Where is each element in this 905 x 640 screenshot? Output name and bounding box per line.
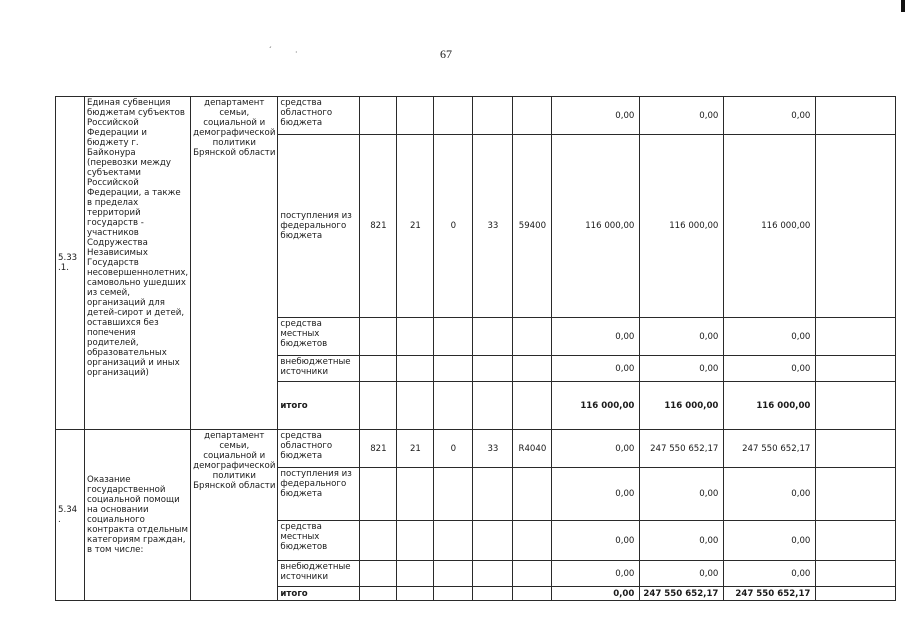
code-cell (513, 561, 552, 587)
code-cell: 59400 (513, 135, 552, 318)
value-cell: 0,00 (724, 356, 816, 382)
empty-cell (816, 135, 896, 318)
value-cell: 0,00 (552, 430, 640, 468)
code-cell (434, 382, 473, 430)
code-cell: 0 (434, 135, 473, 318)
value-cell: 0,00 (552, 97, 640, 135)
code-cell (397, 318, 434, 356)
code-cell (434, 561, 473, 587)
code-cell (513, 468, 552, 521)
row-executor: департамент семьи, социальной и демографической политики Брянской области (191, 97, 278, 430)
code-cell (473, 561, 513, 587)
code-cell: 21 (397, 430, 434, 468)
value-cell: 0,00 (640, 318, 724, 356)
scan-speck: ˊ (268, 46, 272, 55)
value-cell: 116 000,00 (640, 382, 724, 430)
code-cell (434, 587, 473, 601)
empty-cell (816, 468, 896, 521)
code-cell: 33 (473, 135, 513, 318)
source-label: внебюджетные источники (278, 356, 360, 382)
code-cell (513, 318, 552, 356)
value-cell: 0,00 (640, 561, 724, 587)
page-number: 67 (440, 47, 452, 61)
source-label: средства местных бюджетов (278, 521, 360, 561)
source-label: внебюджетные источники (278, 561, 360, 587)
value-cell: 0,00 (724, 318, 816, 356)
code-cell (360, 587, 397, 601)
empty-cell (816, 356, 896, 382)
code-cell (434, 468, 473, 521)
row-name: Оказание государственной социальной помощи на основании социального контракта отдельным категориям граждан, в том числе: (85, 430, 191, 601)
value-cell: 116 000,00 (724, 135, 816, 318)
code-cell (360, 97, 397, 135)
source-label: поступления из федерального бюджета (278, 135, 360, 318)
value-cell: 116 000,00 (640, 135, 724, 318)
value-cell: 116 000,00 (552, 382, 640, 430)
source-label: итого (278, 587, 360, 601)
row-index: 5.34 . (56, 430, 85, 601)
value-cell: 247 550 652,17 (724, 587, 816, 601)
code-cell: 21 (397, 135, 434, 318)
scan-speck: · (295, 48, 298, 57)
budget-table (55, 96, 896, 601)
empty-cell (816, 561, 896, 587)
empty-cell (816, 97, 896, 135)
code-cell: R4040 (513, 430, 552, 468)
value-cell: 116 000,00 (552, 135, 640, 318)
value-cell: 0,00 (552, 521, 640, 561)
source-label: итого (278, 382, 360, 430)
source-label: средства областного бюджета (278, 430, 360, 468)
value-cell: 0,00 (640, 468, 724, 521)
source-label: средства областного бюджета (278, 97, 360, 135)
value-cell: 247 550 652,17 (724, 430, 816, 468)
code-cell: 0 (434, 430, 473, 468)
code-cell (473, 382, 513, 430)
code-cell (360, 356, 397, 382)
code-cell (397, 521, 434, 561)
code-cell (360, 561, 397, 587)
empty-cell (816, 382, 896, 430)
code-cell (513, 587, 552, 601)
code-cell: 821 (360, 135, 397, 318)
value-cell: 0,00 (552, 318, 640, 356)
code-cell (360, 521, 397, 561)
value-cell: 0,00 (724, 521, 816, 561)
code-cell: 821 (360, 430, 397, 468)
table-row (56, 97, 896, 135)
row-index: 5.33 .1. (56, 97, 85, 430)
value-cell: 0,00 (552, 561, 640, 587)
code-cell (434, 356, 473, 382)
code-cell (473, 97, 513, 135)
empty-cell (816, 318, 896, 356)
value-cell: 0,00 (724, 561, 816, 587)
code-cell (397, 561, 434, 587)
source-label: поступления из федерального бюджета (278, 468, 360, 521)
table-row (56, 430, 896, 468)
code-cell (397, 356, 434, 382)
value-cell: 0,00 (552, 356, 640, 382)
code-cell (360, 318, 397, 356)
code-cell (360, 382, 397, 430)
value-cell: 0,00 (552, 468, 640, 521)
scan-edge-mark (901, 0, 905, 12)
code-cell (473, 468, 513, 521)
value-cell: 0,00 (640, 521, 724, 561)
code-cell (513, 356, 552, 382)
value-cell: 0,00 (724, 97, 816, 135)
empty-cell (816, 430, 896, 468)
code-cell (434, 97, 473, 135)
code-cell (513, 382, 552, 430)
code-cell (397, 468, 434, 521)
value-cell: 247 550 652,17 (640, 587, 724, 601)
code-cell (397, 97, 434, 135)
value-cell: 116 000,00 (724, 382, 816, 430)
code-cell (397, 382, 434, 430)
source-label: средства местных бюджетов (278, 318, 360, 356)
value-cell: 0,00 (552, 587, 640, 601)
empty-cell (816, 587, 896, 601)
code-cell: 33 (473, 430, 513, 468)
code-cell (473, 521, 513, 561)
code-cell (473, 356, 513, 382)
value-cell: 0,00 (640, 356, 724, 382)
code-cell (434, 521, 473, 561)
row-executor: департамент семьи, социальной и демографической политики Брянской области (191, 430, 278, 601)
code-cell (434, 318, 473, 356)
value-cell: 0,00 (640, 97, 724, 135)
value-cell: 247 550 652,17 (640, 430, 724, 468)
code-cell (513, 521, 552, 561)
code-cell (397, 587, 434, 601)
empty-cell (816, 521, 896, 561)
code-cell (360, 468, 397, 521)
code-cell (473, 587, 513, 601)
code-cell (473, 318, 513, 356)
row-name: Единая субвенция бюджетам субъектов Российской Федерации и бюджету г. Байконура (перевозки между субъектами Российской Федерации, а также в пределах территорий государств - участников Содружества Независимых Государств несовершеннолетних, самовольно ушедших из семей, организаций для детей-сирот и детей, оставшихся без попечения родителей, образовательных организаций и иных организаций) (85, 97, 191, 430)
value-cell: 0,00 (724, 468, 816, 521)
code-cell (513, 97, 552, 135)
